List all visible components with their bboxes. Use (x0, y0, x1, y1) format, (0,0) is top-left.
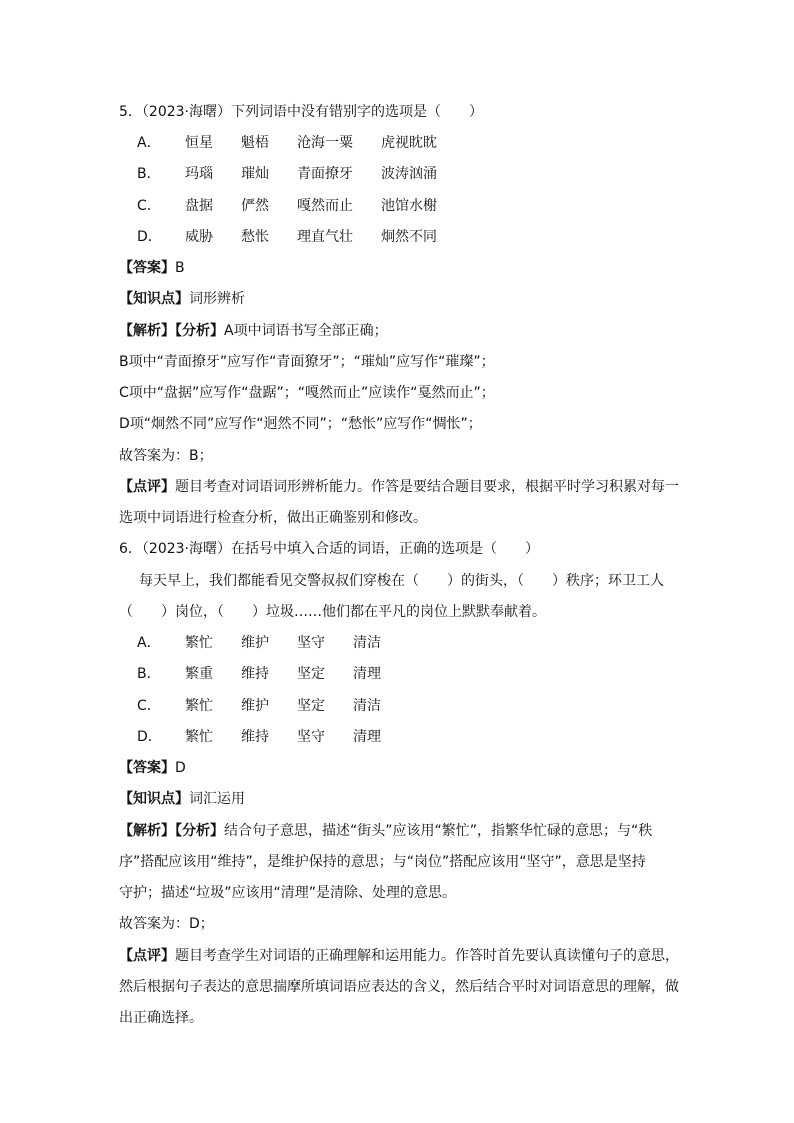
option-word: 炯然不同 (381, 229, 437, 245)
q6-knowledge (119, 789, 245, 809)
q5-comment-line (119, 477, 679, 497)
option-label: C． (137, 698, 161, 714)
option-word: 虎视眈眈 (381, 135, 437, 151)
q5-analysis-line: C项中“盘据”应写作“盘踞”；“嘎然而止”应读作“戛然而止”； (119, 385, 495, 401)
q5-analysis-line: B项中“青面撩牙”应写作“青面獠牙”；“璀灿”应写作“璀璨”； (119, 354, 495, 370)
option-word: 繁忙 (185, 698, 213, 714)
option-word: 青面撩牙 (297, 166, 353, 182)
q6-analysis-line (119, 821, 652, 841)
option-word: 玛瑙 (185, 166, 213, 182)
q5-analysis-line: D项“炯然不同”应写作“迥然不同”；“愁怅”应写作“惆怅”； (119, 416, 482, 432)
q6-conclusion: 故答案为：D； (119, 916, 214, 932)
option-word: 恒星 (185, 135, 213, 151)
option-label: A． (137, 135, 161, 151)
option-label: D． (137, 729, 162, 745)
knowledge-tag: 【知识点】 (119, 791, 189, 807)
q6-analysis-line: 守护；描述“垃圾”应该用“清理”是清除、处理的意思。 (119, 885, 457, 901)
option-word: 清理 (353, 729, 381, 745)
q5-option-c (137, 196, 437, 216)
option-word: 清理 (353, 666, 381, 682)
option-word: 沧海一粟 (297, 135, 353, 151)
option-label: C． (137, 198, 161, 214)
answer-value: D (175, 760, 186, 776)
option-label: B． (137, 166, 161, 182)
option-word: 维护 (241, 698, 269, 714)
option-word: 魁梧 (241, 135, 269, 151)
q6-analysis-line: 序”搭配应该用“维持”，是维护保持的意思；与“岗位”搭配应该用“坚守”，意思是坚持 (119, 854, 646, 870)
q5-option-b (137, 164, 437, 184)
answer-tag: 【答案】 (119, 260, 175, 276)
analysis-text: 结合句子意思，描述“街头”应该用“繁忙”，指繁华忙碌的意思；与“秩 (224, 823, 653, 839)
option-label: B． (137, 666, 161, 682)
option-word: 威胁 (185, 229, 213, 245)
q6-comment-line: 出正确选择。 (119, 1010, 203, 1026)
analysis-tag: 【解析】【分析】 (119, 323, 224, 339)
q6-option-a (137, 633, 381, 653)
answer-value: B (175, 260, 185, 276)
q5-option-a (137, 133, 437, 153)
option-word: 坚守 (297, 729, 325, 745)
option-word: 坚定 (297, 698, 325, 714)
comment-tag: 【点评】 (119, 948, 175, 964)
q6-option-d (137, 727, 381, 747)
comment-text: 题目考查对词语词形辨析能力。作答是要结合题目要求，根据平时学习积累对每一 (175, 479, 679, 495)
option-word: 璀灿 (241, 166, 269, 182)
q6-option-c (137, 696, 381, 716)
q6-passage-line: （ ）岗位，（ ）垃圾……他们都在平凡的岗位上默默奉献着。 (119, 604, 546, 620)
q5-knowledge (119, 289, 245, 309)
option-word: 坚守 (297, 635, 325, 651)
option-word: 愁怅 (241, 229, 269, 245)
q5-option-d (137, 227, 437, 247)
q6-passage-line: 每天早上，我们都能看见交警叔叔们穿梭在（ ）的街头，（ ）秩序；环卫工人 (139, 573, 664, 589)
q5-analysis-line (119, 321, 388, 341)
option-word: 清洁 (353, 698, 381, 714)
q5-answer (119, 258, 185, 278)
q6-stem: 6．（2023·海曙）在括号中填入合适的词语，正确的选项是（ ） (119, 541, 539, 557)
q6-option-b (137, 664, 381, 684)
option-word: 波涛汹涌 (381, 166, 437, 182)
option-word: 繁重 (185, 666, 213, 682)
option-word: 繁忙 (185, 635, 213, 651)
knowledge-value: 词汇运用 (189, 791, 245, 807)
q6-comment-line: 然后根据句子表达的意思揣摩所填词语应表达的含义，然后结合平时对词语意思的理解，做 (119, 979, 679, 995)
option-word: 维持 (241, 666, 269, 682)
option-label: D． (137, 229, 162, 245)
q6-comment-line (119, 946, 679, 966)
option-word: 坚定 (297, 666, 325, 682)
option-word: 池馆水榭 (381, 198, 437, 214)
q5-stem: 5．（2023·海曙）下列词语中没有错别字的选项是（ ） (119, 104, 483, 120)
option-word: 俨然 (241, 198, 269, 214)
option-word: 理直气壮 (297, 229, 353, 245)
comment-text: 题目考查学生对词语的正确理解和运用能力。作答时首先要认真读懂句子的意思， (175, 948, 679, 964)
analysis-tag: 【解析】【分析】 (119, 823, 224, 839)
option-word: 盘据 (185, 198, 213, 214)
q6-answer (119, 758, 186, 778)
option-word: 维持 (241, 729, 269, 745)
option-label: A． (137, 635, 161, 651)
option-word: 嘎然而止 (297, 198, 353, 214)
option-word: 清洁 (353, 635, 381, 651)
option-word: 繁忙 (185, 729, 213, 745)
q5-conclusion: 故答案为：B； (119, 448, 213, 464)
knowledge-tag: 【知识点】 (119, 291, 189, 307)
answer-tag: 【答案】 (119, 760, 175, 776)
option-word: 维护 (241, 635, 269, 651)
analysis-text: A项中词语书写全部正确； (224, 323, 388, 339)
knowledge-value: 词形辨析 (189, 291, 245, 307)
q5-comment-line: 选项中词语进行检查分析，做出正确鉴别和修改。 (119, 510, 427, 526)
comment-tag: 【点评】 (119, 479, 175, 495)
